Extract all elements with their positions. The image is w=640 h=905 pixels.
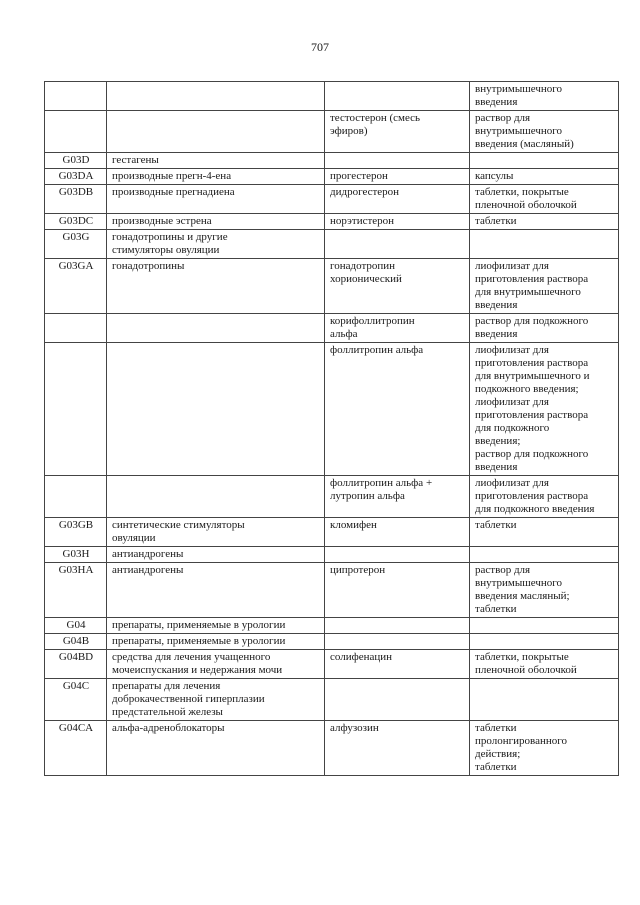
pharmacological-group-cell: синтетические стимуляторы овуляции xyxy=(107,518,325,547)
dosage-form-cell: раствор для внутримышечного введения масляный; таблетки xyxy=(470,563,619,618)
dosage-form-cell: таблетки пролонгированного действия; таблетки xyxy=(470,721,619,776)
dosage-form-cell xyxy=(470,230,619,259)
drug-name-cell: солифенацин xyxy=(325,650,470,679)
drug-name-cell: дидрогестерон xyxy=(325,185,470,214)
pharmacological-group-cell: препараты, применяемые в урологии xyxy=(107,634,325,650)
atc-code-cell: G04B xyxy=(45,634,107,650)
atc-code-cell: G03GB xyxy=(45,518,107,547)
dosage-form-cell: раствор для внутримышечного введения (масляный) xyxy=(470,111,619,153)
pharmacological-group-cell xyxy=(107,476,325,518)
table-row xyxy=(45,230,619,259)
table-row xyxy=(45,547,619,563)
atc-code-cell: G03GA xyxy=(45,259,107,314)
atc-code-cell: G04CA xyxy=(45,721,107,776)
table-row xyxy=(45,650,619,679)
table-row xyxy=(45,259,619,314)
pharmacological-group-cell xyxy=(107,314,325,343)
atc-code-cell: G03DA xyxy=(45,169,107,185)
pharmacological-group-cell: антиандрогены xyxy=(107,547,325,563)
pharmacological-group-cell: гонадотропины xyxy=(107,259,325,314)
dosage-form-cell xyxy=(470,679,619,721)
dosage-form-cell: таблетки, покрытые пленочной оболочкой xyxy=(470,650,619,679)
drug-name-cell: фоллитропин альфа + лутропин альфа xyxy=(325,476,470,518)
drug-name-cell xyxy=(325,153,470,169)
dosage-form-cell: таблетки xyxy=(470,214,619,230)
table-row xyxy=(45,214,619,230)
table-row xyxy=(45,476,619,518)
pharmacological-group-cell: препараты, применяемые в урологии xyxy=(107,618,325,634)
drug-name-cell: прогестерон xyxy=(325,169,470,185)
drug-name-cell xyxy=(325,618,470,634)
dosage-form-cell: раствор для подкожного введения xyxy=(470,314,619,343)
atc-code-cell xyxy=(45,314,107,343)
atc-code-cell xyxy=(45,343,107,476)
pharmacological-group-cell: средства для лечения учащенного мочеиспускания и недержания мочи xyxy=(107,650,325,679)
atc-code-cell: G03DC xyxy=(45,214,107,230)
table-body xyxy=(45,82,619,776)
drug-name-cell xyxy=(325,230,470,259)
drug-name-cell xyxy=(325,679,470,721)
dosage-form-cell: таблетки xyxy=(470,518,619,547)
dosage-form-cell xyxy=(470,547,619,563)
drug-name-cell: гонадотропин хорионический xyxy=(325,259,470,314)
atc-code-cell: G04C xyxy=(45,679,107,721)
dosage-form-cell: таблетки, покрытые пленочной оболочкой xyxy=(470,185,619,214)
drug-name-cell: ципротерон xyxy=(325,563,470,618)
table-row xyxy=(45,185,619,214)
pharmacological-group-cell: производные прегн-4-ена xyxy=(107,169,325,185)
table-row xyxy=(45,563,619,618)
atc-code-cell: G03DB xyxy=(45,185,107,214)
table-row xyxy=(45,634,619,650)
page-number: 707 xyxy=(311,40,329,54)
table-row xyxy=(45,82,619,111)
table-row xyxy=(45,679,619,721)
drug-name-cell: корифоллитропин альфа xyxy=(325,314,470,343)
pharmacological-group-cell: гонадотропины и другие стимуляторы овуляции xyxy=(107,230,325,259)
table-row xyxy=(45,153,619,169)
pharmacological-group-cell xyxy=(107,82,325,111)
table-row xyxy=(45,343,619,476)
drug-name-cell: кломифен xyxy=(325,518,470,547)
dosage-form-cell: лиофилизат для приготовления раствора для внутримышечного и подкожного введения; лиофилизат для приготовления раствора для подкожного введения; раствор для подкожного введения xyxy=(470,343,619,476)
pharmacological-group-cell: гестагены xyxy=(107,153,325,169)
atc-drug-table xyxy=(44,81,619,776)
dosage-form-cell: внутримышечного введения xyxy=(470,82,619,111)
drug-name-cell: алфузозин xyxy=(325,721,470,776)
atc-code-cell: G03G xyxy=(45,230,107,259)
drug-name-cell: тестостерон (смесь эфиров) xyxy=(325,111,470,153)
atc-code-cell: G04BD xyxy=(45,650,107,679)
atc-code-cell xyxy=(45,476,107,518)
pharmacological-group-cell: препараты для лечения доброкачественной гиперплазии предстательной железы xyxy=(107,679,325,721)
table-row xyxy=(45,721,619,776)
pharmacological-group-cell xyxy=(107,343,325,476)
dosage-form-cell: лиофилизат для приготовления раствора для внутримышечного введения xyxy=(470,259,619,314)
dosage-form-cell xyxy=(470,634,619,650)
dosage-form-cell xyxy=(470,618,619,634)
pharmacological-group-cell xyxy=(107,111,325,153)
pharmacological-group-cell: производные прегнадиена xyxy=(107,185,325,214)
pharmacological-group-cell: антиандрогены xyxy=(107,563,325,618)
dosage-form-cell xyxy=(470,153,619,169)
atc-code-cell: G04 xyxy=(45,618,107,634)
drug-name-cell: фоллитропин альфа xyxy=(325,343,470,476)
atc-code-cell: G03D xyxy=(45,153,107,169)
table-row xyxy=(45,111,619,153)
atc-code-cell xyxy=(45,82,107,111)
drug-name-cell xyxy=(325,634,470,650)
table-row xyxy=(45,618,619,634)
dosage-form-cell: капсулы xyxy=(470,169,619,185)
atc-code-cell: G03H xyxy=(45,547,107,563)
pharmacological-group-cell: производные эстрена xyxy=(107,214,325,230)
drug-name-cell: норэтистерон xyxy=(325,214,470,230)
drug-name-cell xyxy=(325,82,470,111)
atc-code-cell: G03HA xyxy=(45,563,107,618)
dosage-form-cell: лиофилизат для приготовления раствора для подкожного введения xyxy=(470,476,619,518)
table-row xyxy=(45,169,619,185)
pharmacological-group-cell: альфа-адреноблокаторы xyxy=(107,721,325,776)
table-row xyxy=(45,314,619,343)
table-row xyxy=(45,518,619,547)
drug-name-cell xyxy=(325,547,470,563)
atc-code-cell xyxy=(45,111,107,153)
